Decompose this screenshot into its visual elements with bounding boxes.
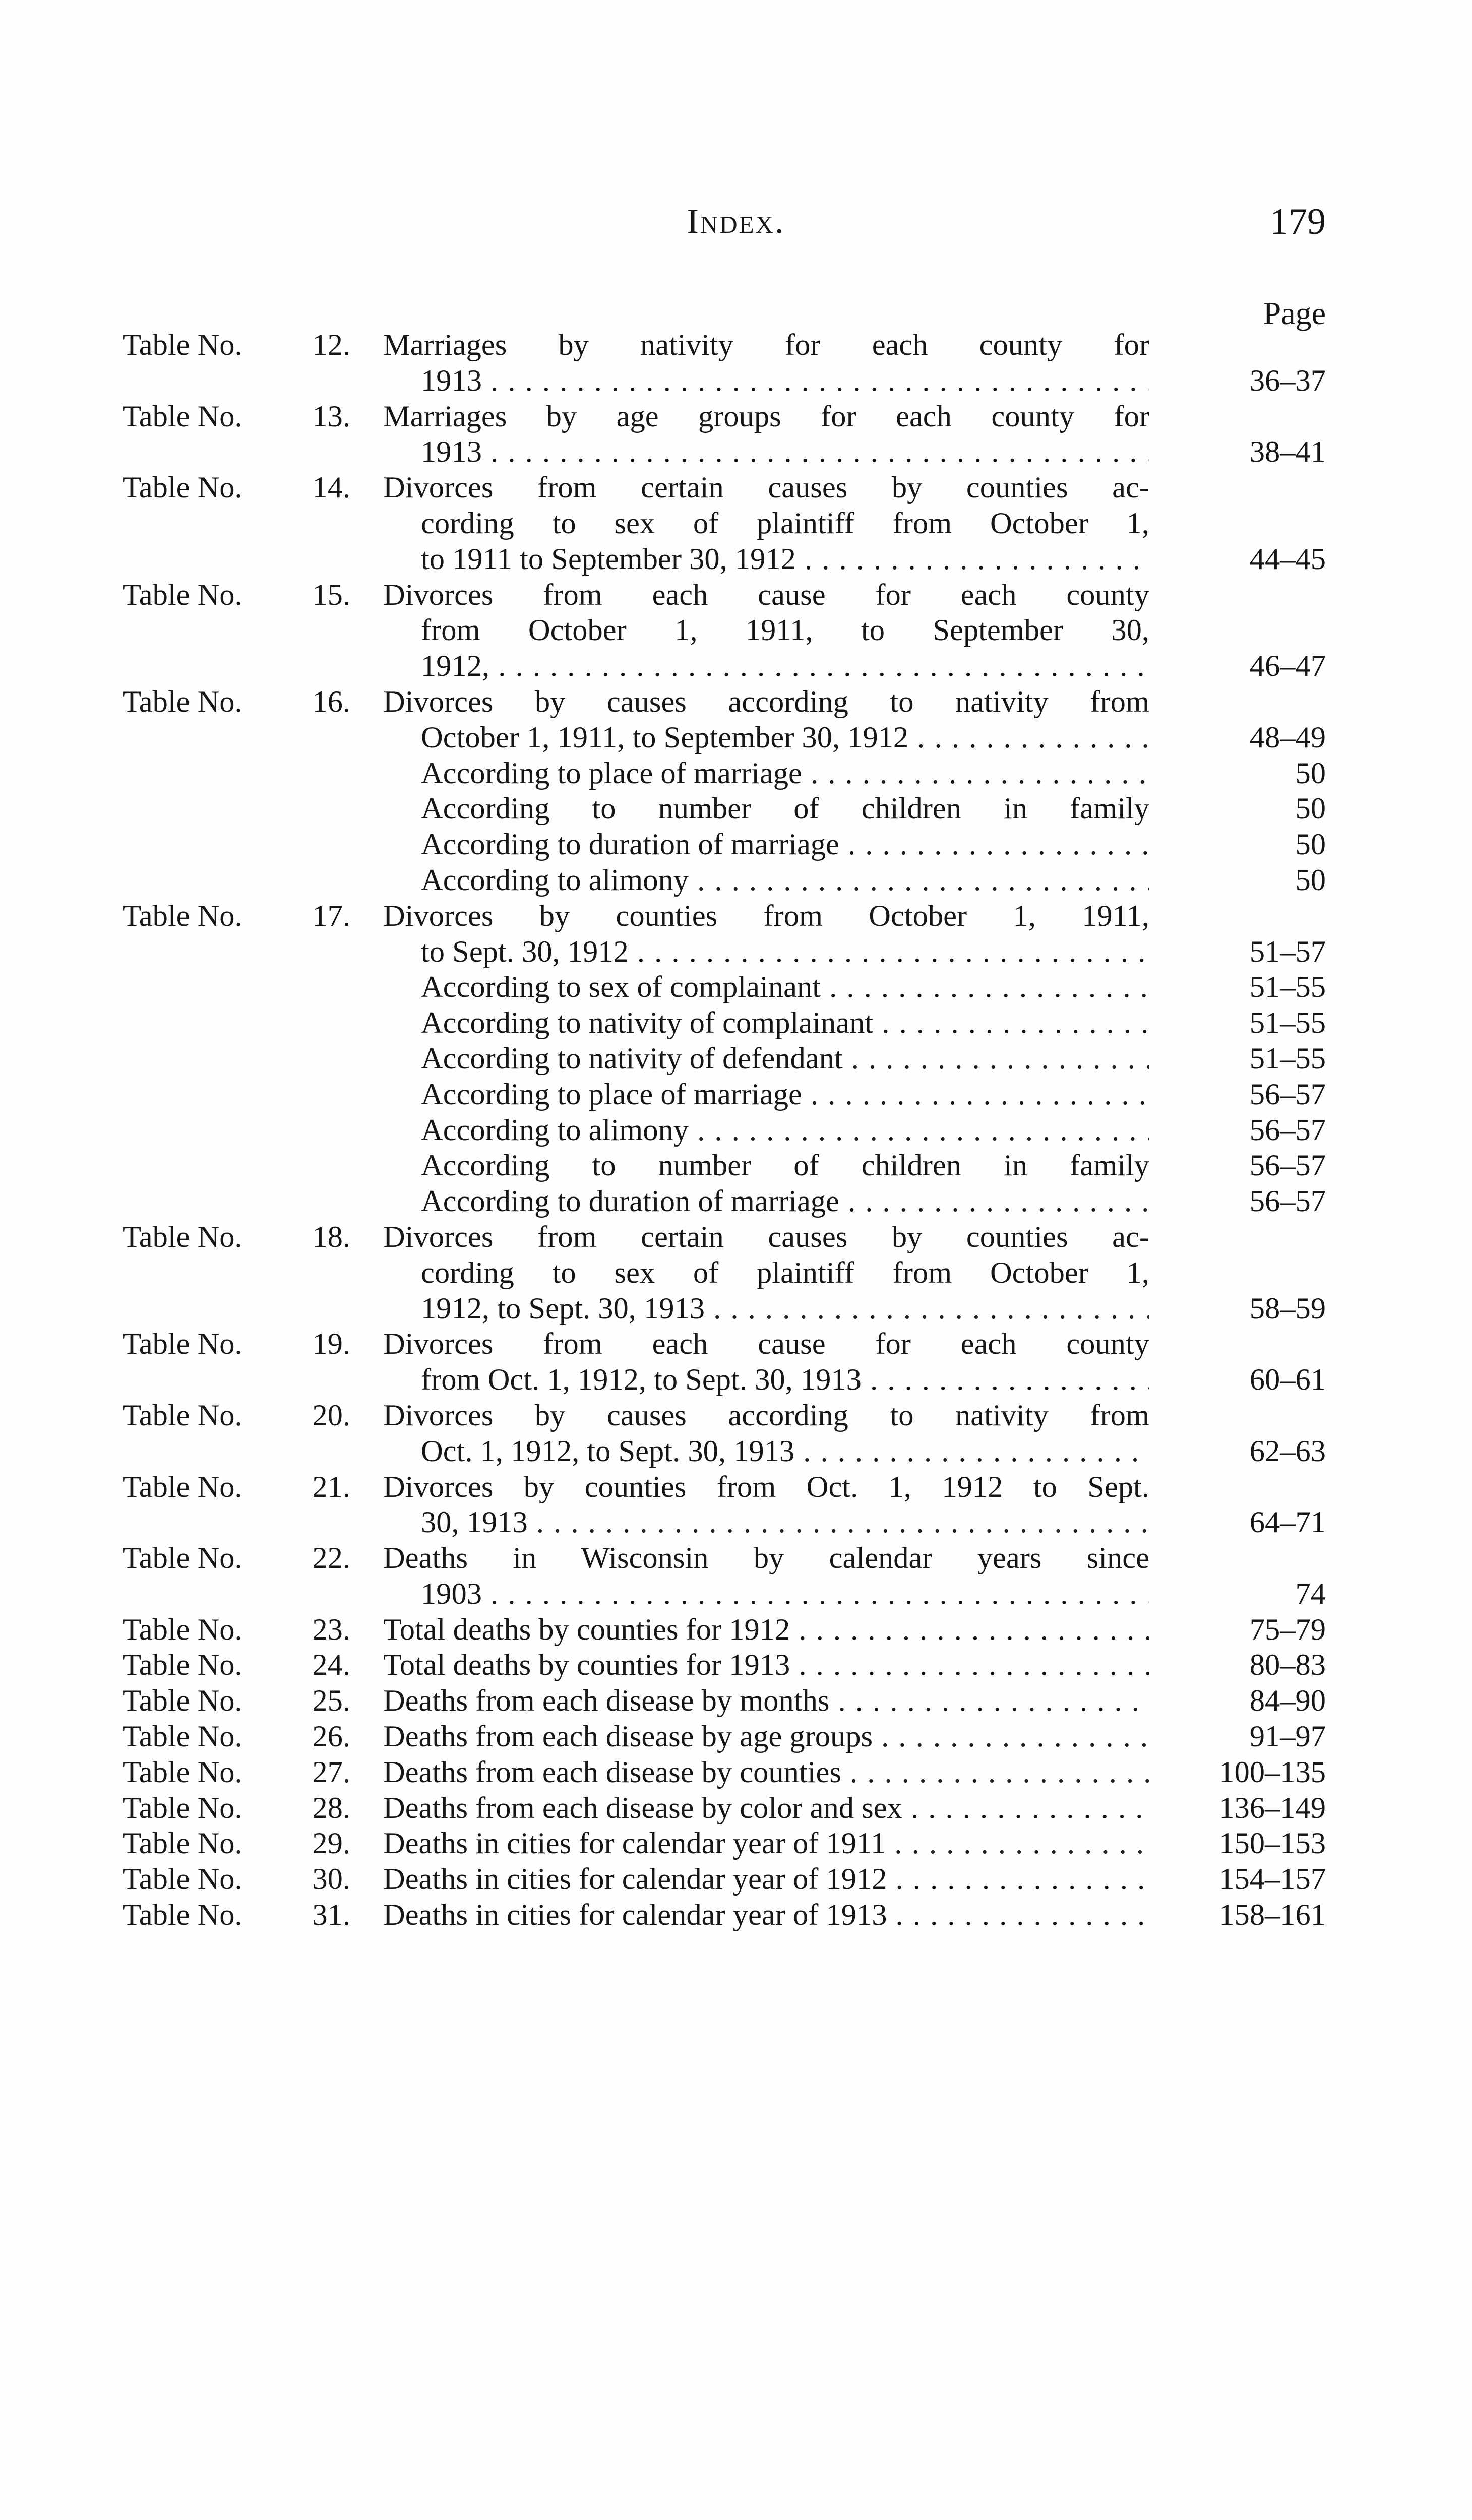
page-reference: 56–57	[1249, 1077, 1326, 1111]
entry-description: Deaths from each disease by counties . . .	[383, 1755, 1149, 1791]
toc-line	[0, 1755, 1472, 1791]
entry-description: 1913 . . .	[421, 434, 1149, 470]
table-number: 28.	[312, 1791, 350, 1825]
entry-description: Deaths from each disease by color and sex . . .	[383, 1791, 1149, 1826]
table-number: 27.	[312, 1755, 350, 1789]
table-number: 16.	[312, 684, 350, 719]
toc-line	[0, 756, 1472, 792]
entry-description: Deaths in cities for calendar year of 1912 . . .	[383, 1862, 1149, 1898]
toc-line	[0, 1184, 1472, 1220]
entry-description: from Oct. 1, 1912, to Sept. 30, 1913 . . .	[421, 1362, 1149, 1398]
table-label-text: Table No.	[122, 471, 242, 505]
entry-description: Deaths in cities for calendar year of 1911 . . .	[383, 1826, 1149, 1862]
toc-line	[0, 506, 1472, 542]
toc-line	[0, 542, 1472, 578]
toc-line	[0, 1862, 1472, 1898]
entry-description: According to nativity of defendant . . .	[421, 1041, 1149, 1077]
table-label-text: Table No.	[122, 1327, 242, 1361]
toc-line	[0, 934, 1472, 970]
table-number: 14.	[312, 471, 350, 505]
entry-description: Divorces by causes according to nativity from	[383, 1398, 1149, 1432]
table-number: 25.	[312, 1684, 350, 1718]
toc-line	[0, 1362, 1472, 1398]
table-number: 15.	[312, 578, 350, 612]
page-reference: 62–63	[1249, 1434, 1326, 1468]
page-reference: 51–55	[1249, 970, 1326, 1004]
table-label-text: Table No.	[122, 328, 242, 362]
entry-description: Divorces from each cause for each county	[383, 1327, 1149, 1361]
toc-line	[0, 863, 1472, 899]
table-number: 24.	[312, 1648, 350, 1682]
entry-description: Total deaths by counties for 1912 . . .	[383, 1612, 1149, 1648]
entry-description: Deaths from each disease by age groups . . .	[383, 1719, 1149, 1755]
table-label-text: Table No.	[122, 1862, 242, 1897]
table-label-text: Table No.	[122, 1220, 242, 1254]
entry-description: Oct. 1, 1912, to Sept. 30, 1913 . . .	[421, 1434, 1149, 1470]
toc-line	[0, 1005, 1472, 1041]
toc-line	[0, 578, 1472, 613]
table-number: 26.	[312, 1720, 350, 1754]
page-reference: 46–47	[1249, 649, 1326, 683]
page-reference: 50	[1295, 863, 1326, 897]
page-reference: 44–45	[1249, 542, 1326, 576]
entry-description: October 1, 1911, to September 30, 1912 . . .	[421, 720, 1149, 756]
toc-line	[0, 1541, 1472, 1577]
table-label-text: Table No.	[122, 399, 242, 433]
toc-line	[0, 1470, 1472, 1505]
toc-line	[0, 1826, 1472, 1862]
toc-line	[0, 720, 1472, 756]
entry-description: 1903 . . .	[421, 1577, 1149, 1612]
entry-description: Marriages by age groups for each county for	[383, 399, 1149, 433]
toc-line	[0, 1041, 1472, 1077]
toc-line	[0, 1791, 1472, 1826]
table-number: 31.	[312, 1898, 350, 1932]
toc-line	[0, 649, 1472, 684]
entry-description: to 1911 to September 30, 1912 . . .	[421, 542, 1149, 578]
entry-description: Deaths in Wisconsin by calendar years since	[383, 1541, 1149, 1576]
toc-line	[0, 434, 1472, 470]
table-number: 22.	[312, 1541, 350, 1576]
entry-description: 1912, . . .	[421, 649, 1149, 684]
table-number: 29.	[312, 1826, 350, 1861]
page-reference: 154–157	[1219, 1862, 1326, 1897]
table-of-contents	[0, 328, 1472, 1933]
page-reference: 50	[1295, 756, 1326, 790]
page-column-label: Page	[1263, 295, 1326, 331]
toc-line	[0, 1648, 1472, 1683]
entry-description: from October 1, 1911, to September 30,	[421, 613, 1149, 648]
table-label-text: Table No.	[122, 1720, 242, 1754]
table-label-text: Table No.	[122, 1398, 242, 1432]
page-reference: 60–61	[1249, 1363, 1326, 1397]
entry-description: Total deaths by counties for 1913 . . .	[383, 1648, 1149, 1683]
toc-line	[0, 399, 1472, 435]
toc-line	[0, 1577, 1472, 1612]
toc-line	[0, 470, 1472, 506]
table-number: 13.	[312, 399, 350, 433]
entry-description: According to duration of marriage . . .	[421, 1184, 1149, 1220]
entry-description: Divorces from certain causes by counties ac-	[383, 1220, 1149, 1254]
toc-line	[0, 899, 1472, 934]
toc-line	[0, 1113, 1472, 1149]
table-label-text: Table No.	[122, 899, 242, 933]
toc-line	[0, 1220, 1472, 1255]
table-label-text: Table No.	[122, 1612, 242, 1647]
toc-line	[0, 1505, 1472, 1541]
table-label-text: Table No.	[122, 1826, 242, 1861]
entry-description: 30, 1913 . . .	[421, 1505, 1149, 1541]
page-reference: 56–57	[1249, 1113, 1326, 1147]
toc-line	[0, 1077, 1472, 1113]
page-reference: 100–135	[1219, 1755, 1326, 1789]
toc-line	[0, 1719, 1472, 1755]
entry-description: Deaths in cities for calendar year of 1913 . . .	[383, 1898, 1149, 1933]
toc-line	[0, 791, 1472, 827]
page-reference: 58–59	[1249, 1291, 1326, 1326]
entry-description: According to alimony . . .	[421, 863, 1149, 899]
running-head-title: Index.	[687, 202, 785, 241]
toc-line	[0, 1255, 1472, 1291]
toc-line	[0, 1612, 1472, 1648]
entry-description: Divorces from each cause for each county	[383, 578, 1149, 612]
page-reference: 51–55	[1249, 1041, 1326, 1076]
page-reference: 56–57	[1249, 1184, 1326, 1219]
entry-description: According to place of marriage . . .	[421, 756, 1149, 792]
table-number: 30.	[312, 1862, 350, 1897]
entry-description: According to number of children in family	[421, 792, 1149, 826]
entry-description: Divorces by counties from October 1, 1911,	[383, 899, 1149, 933]
entry-description: According to place of marriage . . .	[421, 1077, 1149, 1113]
toc-line	[0, 1291, 1472, 1327]
entry-description: According to nativity of complainant . . .	[421, 1005, 1149, 1041]
entry-description: According to number of children in family	[421, 1149, 1149, 1183]
toc-line	[0, 328, 1472, 363]
toc-line	[0, 684, 1472, 720]
entry-description: Deaths from each disease by months . . .	[383, 1683, 1149, 1719]
table-number: 18.	[312, 1220, 350, 1254]
toc-line	[0, 613, 1472, 649]
page-reference: 50	[1295, 828, 1326, 862]
page-reference: 80–83	[1249, 1648, 1326, 1682]
page-reference: 74	[1295, 1577, 1326, 1611]
table-number: 12.	[312, 328, 350, 362]
entry-description: cording to sex of plaintiff from October 1,	[421, 506, 1149, 540]
page-reference: 136–149	[1219, 1791, 1326, 1825]
entry-description: According to alimony . . .	[421, 1113, 1149, 1149]
page-reference: 36–37	[1249, 363, 1326, 398]
page-reference: 91–97	[1249, 1720, 1326, 1754]
page-reference: 64–71	[1249, 1505, 1326, 1540]
entry-description: Divorces by causes according to nativity from	[383, 684, 1149, 719]
table-label-text: Table No.	[122, 578, 242, 612]
toc-line	[0, 970, 1472, 1005]
toc-line	[0, 363, 1472, 399]
page-reference: 158–161	[1219, 1898, 1326, 1932]
toc-line	[0, 1434, 1472, 1470]
page-reference: 50	[1295, 792, 1326, 826]
entry-description: 1913 . . .	[421, 363, 1149, 399]
table-number: 21.	[312, 1470, 350, 1504]
table-number: 17.	[312, 899, 350, 933]
page-reference: 51–55	[1249, 1006, 1326, 1040]
table-number: 23.	[312, 1612, 350, 1647]
table-label-text: Table No.	[122, 1898, 242, 1932]
entry-description: Marriages by nativity for each county for	[383, 328, 1149, 362]
toc-line	[0, 1327, 1472, 1362]
page-reference: 51–57	[1249, 934, 1326, 969]
table-label-text: Table No.	[122, 1684, 242, 1718]
page-reference: 84–90	[1249, 1684, 1326, 1718]
page-reference: 56–57	[1249, 1149, 1326, 1183]
entry-description: 1912, to Sept. 30, 1913 . . .	[421, 1291, 1149, 1327]
toc-line	[0, 1898, 1472, 1933]
table-number: 20.	[312, 1398, 350, 1432]
table-label-text: Table No.	[122, 1541, 242, 1576]
page-reference: 75–79	[1249, 1612, 1326, 1647]
toc-line	[0, 827, 1472, 863]
table-label-text: Table No.	[122, 1470, 242, 1504]
table-label-text: Table No.	[122, 684, 242, 719]
entry-description: According to duration of marriage . . .	[421, 827, 1149, 863]
table-label-text: Table No.	[122, 1791, 242, 1825]
running-head-page-number: 179	[1270, 201, 1326, 242]
table-number: 19.	[312, 1327, 350, 1361]
page-reference: 38–41	[1249, 435, 1326, 469]
entry-description: Divorces by counties from Oct. 1, 1912 to Sept.	[383, 1470, 1149, 1504]
entry-description: Divorces from certain causes by counties ac-	[383, 471, 1149, 505]
entry-description: According to sex of complainant . . .	[421, 970, 1149, 1005]
table-label-text: Table No.	[122, 1755, 242, 1789]
table-label-text: Table No.	[122, 1648, 242, 1682]
entry-description: to Sept. 30, 1912 . . .	[421, 934, 1149, 970]
toc-line	[0, 1683, 1472, 1719]
page-reference: 150–153	[1219, 1826, 1326, 1861]
toc-line	[0, 1398, 1472, 1434]
entry-description: cording to sex of plaintiff from October 1,	[421, 1255, 1149, 1290]
page-reference: 48–49	[1249, 720, 1326, 754]
toc-line	[0, 1148, 1472, 1184]
